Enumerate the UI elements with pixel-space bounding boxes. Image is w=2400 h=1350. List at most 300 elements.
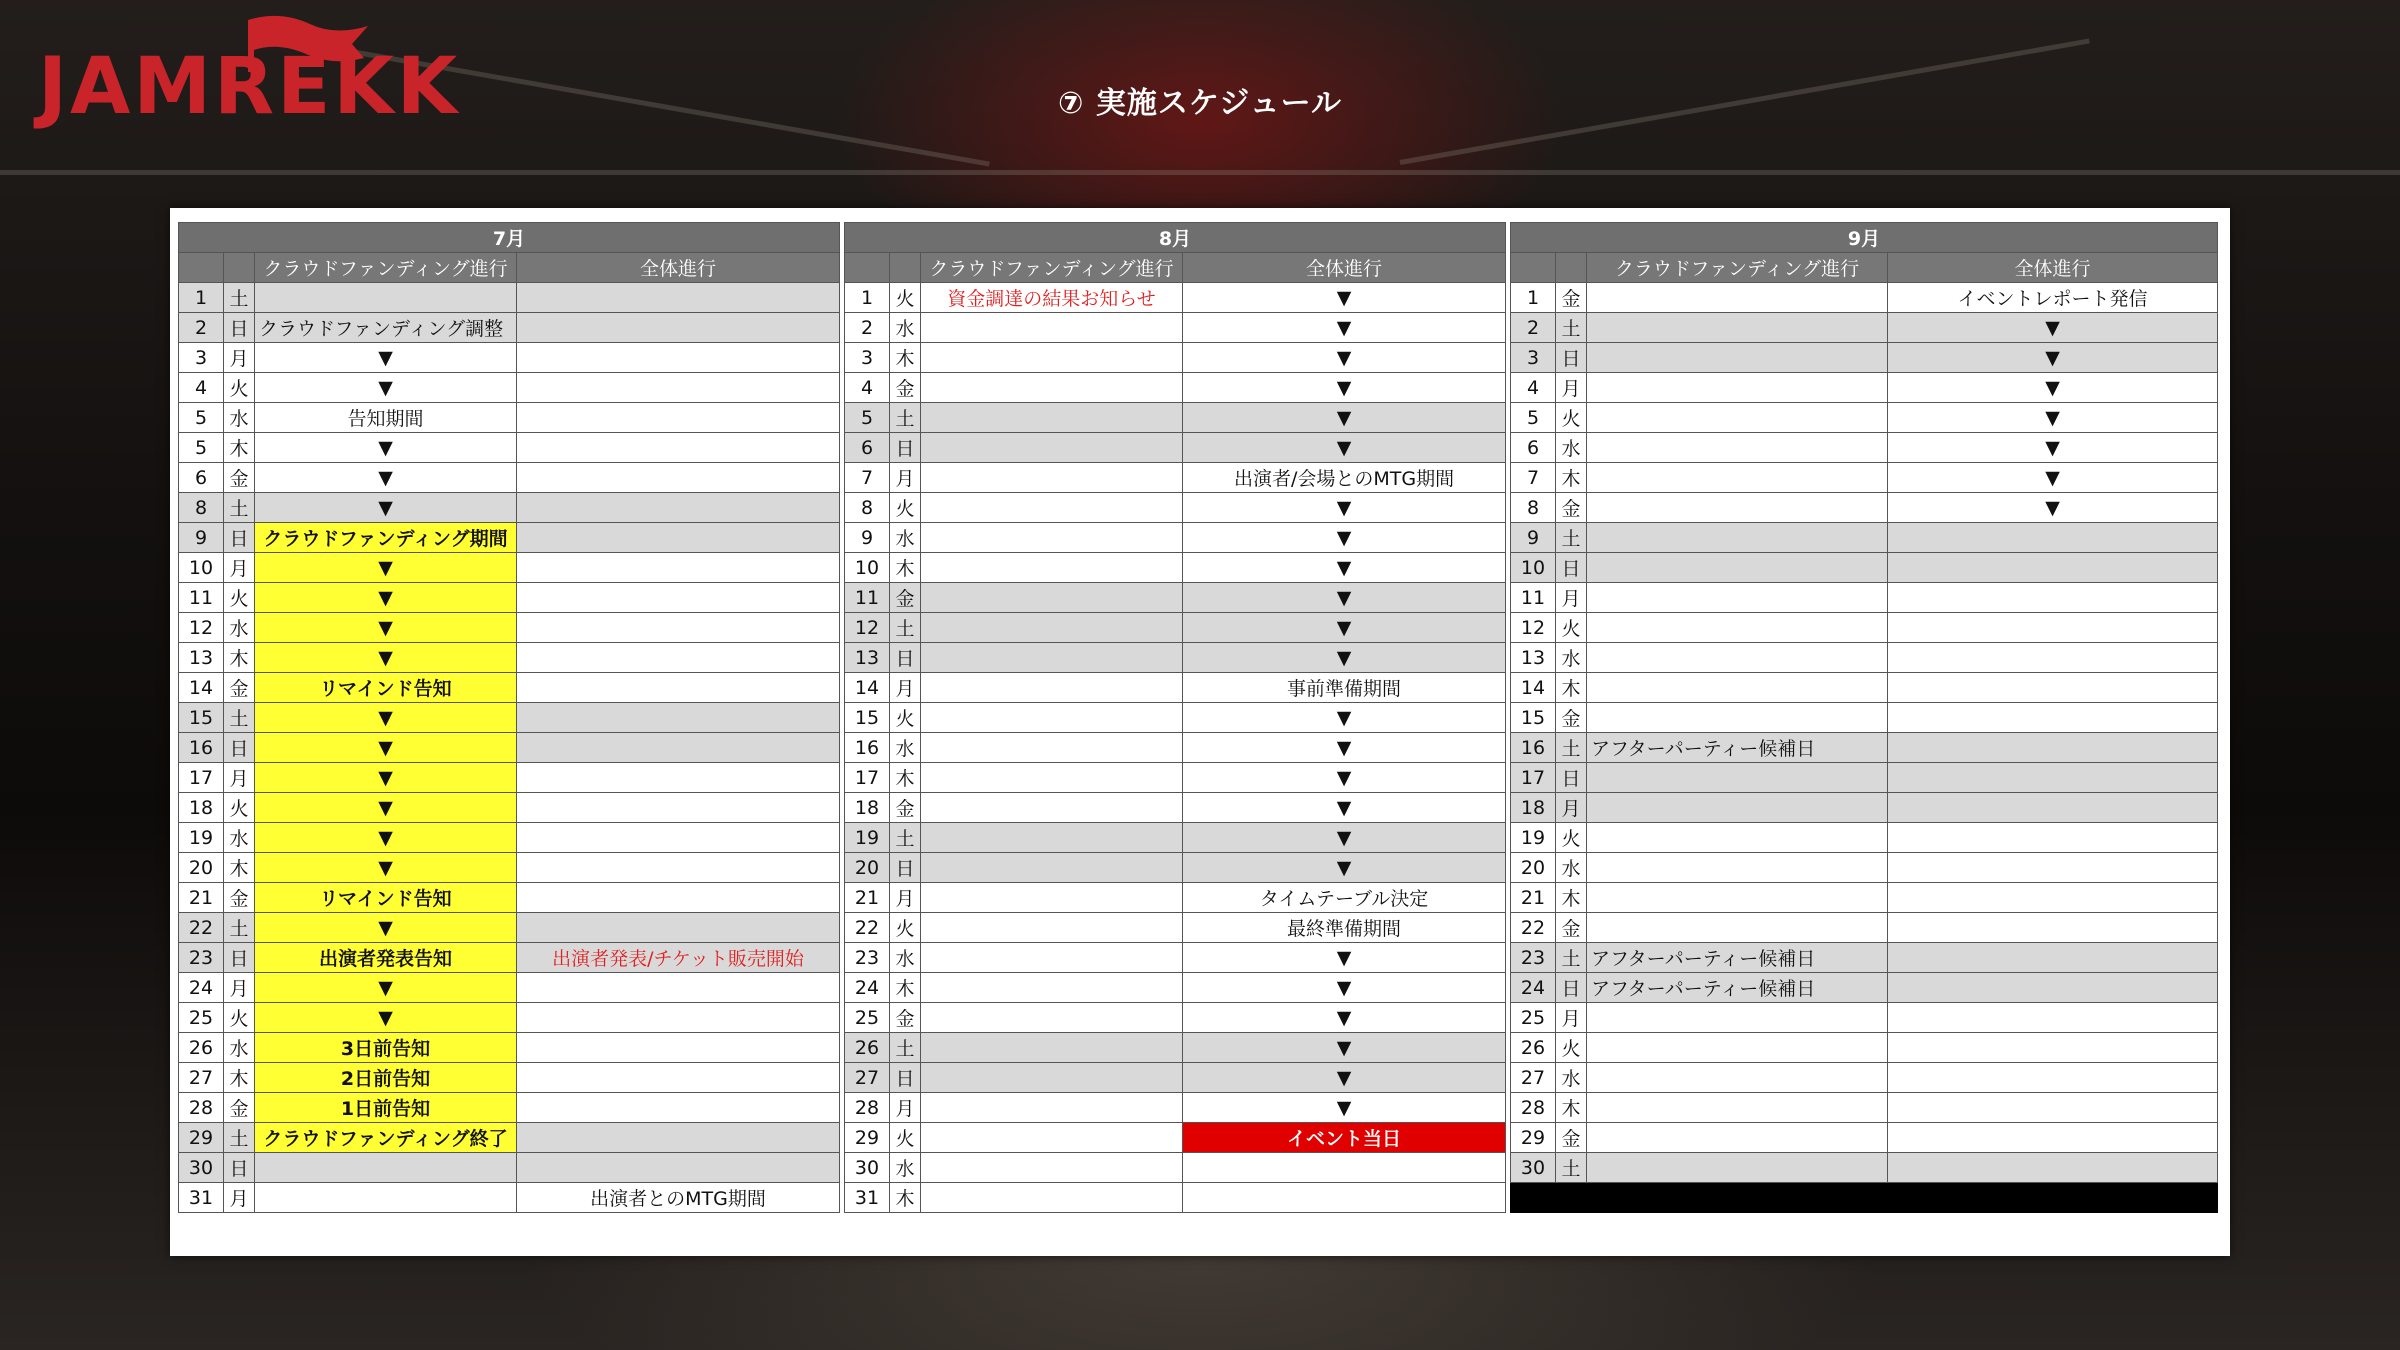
schedule-row — [179, 1153, 840, 1183]
weekday-cell: 日 — [1556, 973, 1587, 1003]
crowdfunding-cell: 出演者発表告知 — [255, 943, 517, 973]
date-cell: 28 — [1511, 1093, 1556, 1123]
weekday-cell: 水 — [224, 1033, 255, 1063]
date-cell: 3 — [179, 343, 224, 373]
crowdfunding-cell — [1587, 403, 1888, 433]
weekday-cell: 土 — [1556, 943, 1587, 973]
weekday-cell: 月 — [224, 973, 255, 1003]
crowdfunding-cell — [1587, 913, 1888, 943]
schedule-row — [179, 883, 840, 913]
overall-cell — [517, 1123, 840, 1153]
weekday-cell: 木 — [224, 1063, 255, 1093]
overall-cell: ▼ — [1183, 583, 1506, 613]
overall-cell — [517, 703, 840, 733]
weekday-cell: 火 — [890, 703, 921, 733]
date-cell: 26 — [179, 1033, 224, 1063]
date-cell: 19 — [845, 823, 890, 853]
overall-cell: 出演者/会場とのMTG期間 — [1183, 463, 1506, 493]
weekday-cell: 火 — [1556, 403, 1587, 433]
empty-cell — [1511, 1183, 1556, 1213]
weekday-cell: 水 — [224, 403, 255, 433]
crowdfunding-cell: クラウドファンディング終了 — [255, 1123, 517, 1153]
empty-cell — [1888, 1183, 2218, 1213]
crowdfunding-cell — [1587, 613, 1888, 643]
overall-cell — [517, 973, 840, 1003]
crowdfunding-column-header: クラウドファンディング進行 — [255, 253, 517, 283]
overall-cell: 事前準備期間 — [1183, 673, 1506, 703]
crowdfunding-cell — [1587, 793, 1888, 823]
weekday-cell: 土 — [1556, 523, 1587, 553]
overall-cell: ▼ — [1183, 523, 1506, 553]
crowdfunding-cell: リマインド告知 — [255, 883, 517, 913]
crowdfunding-column-header: クラウドファンディング進行 — [921, 253, 1183, 283]
weekday-cell: 月 — [224, 553, 255, 583]
schedule-row — [845, 343, 1506, 373]
overall-cell: イベント当日 — [1183, 1123, 1506, 1153]
weekday-cell: 土 — [890, 613, 921, 643]
weekday-cell: 月 — [1556, 583, 1587, 613]
schedule-row — [179, 1183, 840, 1213]
date-cell: 5 — [179, 403, 224, 433]
weekday-cell: 月 — [890, 463, 921, 493]
crowdfunding-cell — [921, 493, 1183, 523]
weekday-cell: 水 — [1556, 643, 1587, 673]
crowdfunding-cell — [1587, 283, 1888, 313]
schedule-row — [845, 823, 1506, 853]
weekday-cell: 金 — [1556, 493, 1587, 523]
weekday-cell: 金 — [890, 583, 921, 613]
overall-cell — [517, 793, 840, 823]
crowdfunding-cell: 告知期間 — [255, 403, 517, 433]
weekday-cell: 日 — [1556, 553, 1587, 583]
weekday-cell: 日 — [224, 1153, 255, 1183]
schedule-row — [845, 733, 1506, 763]
date-cell: 2 — [1511, 313, 1556, 343]
date-cell: 11 — [1511, 583, 1556, 613]
date-cell: 8 — [1511, 493, 1556, 523]
overall-cell — [517, 853, 840, 883]
weekday-cell: 水 — [1556, 1063, 1587, 1093]
overall-cell: 出演者とのMTG期間 — [517, 1183, 840, 1213]
date-cell: 12 — [179, 613, 224, 643]
overall-cell — [1888, 853, 2218, 883]
date-cell: 18 — [845, 793, 890, 823]
overall-cell — [1888, 913, 2218, 943]
stage-truss — [0, 170, 2400, 175]
schedule-row — [845, 283, 1506, 313]
weekday-cell: 木 — [224, 643, 255, 673]
month-table — [1510, 222, 2218, 1213]
crowdfunding-column-header: クラウドファンディング進行 — [1587, 253, 1888, 283]
date-cell: 24 — [845, 973, 890, 1003]
crowdfunding-cell: ▼ — [255, 613, 517, 643]
overall-cell: ▼ — [1183, 553, 1506, 583]
weekday-cell: 火 — [1556, 1033, 1587, 1063]
crowdfunding-cell — [921, 403, 1183, 433]
overall-cell — [1888, 613, 2218, 643]
weekday-cell: 日 — [890, 433, 921, 463]
date-cell: 20 — [845, 853, 890, 883]
weekday-cell: 火 — [224, 793, 255, 823]
weekday-cell: 日 — [890, 643, 921, 673]
schedule-row — [1511, 403, 2218, 433]
weekday-cell: 金 — [224, 1093, 255, 1123]
crowdfunding-cell: ▼ — [255, 373, 517, 403]
crowdfunding-cell — [255, 1153, 517, 1183]
date-cell: 10 — [845, 553, 890, 583]
overall-cell — [517, 913, 840, 943]
crowdfunding-cell — [1587, 523, 1888, 553]
crowdfunding-cell — [921, 673, 1183, 703]
weekday-cell: 月 — [224, 763, 255, 793]
schedule-row — [845, 1123, 1506, 1153]
overall-cell — [1888, 1093, 2218, 1123]
weekday-cell: 水 — [890, 733, 921, 763]
overall-cell — [1888, 673, 2218, 703]
schedule-row — [1511, 613, 2218, 643]
weekday-cell: 月 — [890, 673, 921, 703]
weekday-cell: 火 — [890, 283, 921, 313]
overall-cell — [1888, 1033, 2218, 1063]
crowdfunding-cell: ▼ — [255, 793, 517, 823]
crowdfunding-cell — [921, 973, 1183, 1003]
schedule-row — [179, 763, 840, 793]
date-cell: 5 — [845, 403, 890, 433]
crowdfunding-cell — [921, 1063, 1183, 1093]
weekday-cell: 金 — [1556, 913, 1587, 943]
overall-cell — [1888, 763, 2218, 793]
schedule-row — [179, 1063, 840, 1093]
crowdfunding-cell — [921, 613, 1183, 643]
date-cell: 3 — [1511, 343, 1556, 373]
schedule-row — [179, 463, 840, 493]
date-cell: 5 — [179, 433, 224, 463]
overall-cell: 最終準備期間 — [1183, 913, 1506, 943]
weekday-cell: 水 — [890, 523, 921, 553]
date-cell: 7 — [845, 463, 890, 493]
date-cell: 31 — [845, 1183, 890, 1213]
schedule-row — [845, 583, 1506, 613]
overall-cell: ▼ — [1183, 1093, 1506, 1123]
weekday-cell: 土 — [890, 1033, 921, 1063]
weekday-cell: 水 — [1556, 853, 1587, 883]
crowdfunding-cell: アフターパーティー候補日 — [1587, 943, 1888, 973]
crowdfunding-cell — [1587, 373, 1888, 403]
weekday-cell: 土 — [890, 823, 921, 853]
schedule-row — [179, 613, 840, 643]
crowdfunding-cell — [1587, 823, 1888, 853]
date-cell: 29 — [845, 1123, 890, 1153]
crowdfunding-cell: ▼ — [255, 973, 517, 1003]
crowdfunding-cell — [921, 433, 1183, 463]
month-header: 8月 — [845, 223, 1506, 253]
crowdfunding-cell: アフターパーティー候補日 — [1587, 973, 1888, 1003]
schedule-row — [845, 793, 1506, 823]
crowdfunding-cell: 1日前告知 — [255, 1093, 517, 1123]
crowdfunding-cell: ▼ — [255, 853, 517, 883]
overall-cell: ▼ — [1183, 433, 1506, 463]
schedule-row — [1511, 433, 2218, 463]
date-cell: 9 — [1511, 523, 1556, 553]
schedule-row — [845, 643, 1506, 673]
weekday-cell: 日 — [890, 1063, 921, 1093]
date-cell: 18 — [179, 793, 224, 823]
empty-cell — [1556, 1183, 1587, 1213]
date-cell: 20 — [1511, 853, 1556, 883]
date-cell: 27 — [179, 1063, 224, 1093]
overall-cell — [517, 463, 840, 493]
date-cell: 20 — [179, 853, 224, 883]
date-cell: 15 — [179, 703, 224, 733]
weekday-cell: 木 — [1556, 673, 1587, 703]
overall-cell — [517, 373, 840, 403]
overall-cell — [517, 433, 840, 463]
weekday-cell: 水 — [1556, 433, 1587, 463]
crowdfunding-cell: ▼ — [255, 703, 517, 733]
weekday-cell: 水 — [890, 943, 921, 973]
date-cell: 27 — [845, 1063, 890, 1093]
weekday-cell: 金 — [1556, 703, 1587, 733]
weekday-cell: 木 — [890, 343, 921, 373]
date-cell: 4 — [179, 373, 224, 403]
overall-cell — [517, 523, 840, 553]
schedule-row — [1511, 463, 2218, 493]
overall-cell — [517, 343, 840, 373]
schedule-row — [1511, 583, 2218, 613]
schedule-row — [845, 1003, 1506, 1033]
schedule-row — [179, 1123, 840, 1153]
schedule-row — [1511, 643, 2218, 673]
schedule-row — [179, 373, 840, 403]
crowdfunding-cell — [921, 1003, 1183, 1033]
schedule-row — [845, 403, 1506, 433]
overall-cell: ▼ — [1183, 823, 1506, 853]
schedule-row — [179, 673, 840, 703]
overall-cell — [517, 763, 840, 793]
crowdfunding-cell — [1587, 1093, 1888, 1123]
schedule-row — [845, 1063, 1506, 1093]
weekday-cell: 水 — [890, 1153, 921, 1183]
date-cell: 6 — [1511, 433, 1556, 463]
weekday-cell: 金 — [224, 673, 255, 703]
schedule-row — [1511, 913, 2218, 943]
schedule-row — [179, 733, 840, 763]
weekday-cell: 火 — [1556, 823, 1587, 853]
schedule-row — [845, 943, 1506, 973]
schedule-row — [1511, 973, 2218, 1003]
schedule-row — [179, 493, 840, 523]
crowdfunding-cell: ▼ — [255, 433, 517, 463]
schedule-row — [179, 1093, 840, 1123]
crowdfunding-cell: ▼ — [255, 733, 517, 763]
weekday-cell: 木 — [890, 973, 921, 1003]
overall-cell: ▼ — [1888, 313, 2218, 343]
date-cell: 2 — [179, 313, 224, 343]
date-cell: 12 — [845, 613, 890, 643]
crowdfunding-cell — [255, 283, 517, 313]
schedule-row — [845, 703, 1506, 733]
date-cell: 8 — [845, 493, 890, 523]
date-cell: 21 — [845, 883, 890, 913]
weekday-cell: 土 — [224, 703, 255, 733]
schedule-row — [179, 703, 840, 733]
weekday-cell: 木 — [224, 853, 255, 883]
crowdfunding-cell — [1587, 673, 1888, 703]
date-cell: 12 — [1511, 613, 1556, 643]
crowdfunding-cell — [1587, 493, 1888, 523]
weekday-cell: 金 — [1556, 1123, 1587, 1153]
weekday-cell: 火 — [224, 583, 255, 613]
weekday-cell: 木 — [224, 433, 255, 463]
crowdfunding-cell — [1587, 883, 1888, 913]
crowdfunding-cell — [921, 643, 1183, 673]
crowdfunding-cell — [1587, 343, 1888, 373]
crowdfunding-cell — [921, 1123, 1183, 1153]
schedule-row — [1511, 703, 2218, 733]
schedule-row — [1511, 1003, 2218, 1033]
date-cell: 10 — [1511, 553, 1556, 583]
weekday-cell: 日 — [224, 313, 255, 343]
schedule-row — [179, 313, 840, 343]
date-cell: 15 — [845, 703, 890, 733]
schedule-row — [1511, 283, 2218, 313]
overall-column-header: 全体進行 — [1183, 253, 1506, 283]
schedule-row — [179, 853, 840, 883]
overall-cell — [1888, 973, 2218, 1003]
overall-cell — [1888, 523, 2218, 553]
overall-cell — [1888, 1063, 2218, 1093]
schedule-row — [1511, 553, 2218, 583]
overall-cell — [517, 403, 840, 433]
schedule-row — [179, 973, 840, 1003]
crowdfunding-cell — [1587, 313, 1888, 343]
schedule-row — [845, 463, 1506, 493]
date-cell: 10 — [179, 553, 224, 583]
weekday-cell: 土 — [1556, 313, 1587, 343]
weekday-cell: 木 — [1556, 1093, 1587, 1123]
weekday-cell: 火 — [224, 1003, 255, 1033]
crowdfunding-cell: リマインド告知 — [255, 673, 517, 703]
crowdfunding-cell: ▼ — [255, 553, 517, 583]
date-cell: 30 — [179, 1153, 224, 1183]
overall-cell — [1888, 553, 2218, 583]
crowdfunding-cell: 3日前告知 — [255, 1033, 517, 1063]
overall-cell: ▼ — [1183, 283, 1506, 313]
overall-cell — [517, 583, 840, 613]
month-table — [844, 222, 1506, 1213]
schedule-row — [845, 853, 1506, 883]
date-cell: 17 — [179, 763, 224, 793]
crowdfunding-cell — [921, 583, 1183, 613]
overall-cell: ▼ — [1183, 793, 1506, 823]
date-cell: 16 — [845, 733, 890, 763]
date-cell: 13 — [845, 643, 890, 673]
weekday-cell: 火 — [224, 373, 255, 403]
overall-column-header: 全体進行 — [1888, 253, 2218, 283]
schedule-row — [1511, 763, 2218, 793]
overall-cell: ▼ — [1183, 853, 1506, 883]
overall-cell: ▼ — [1183, 1063, 1506, 1093]
weekday-cell: 火 — [890, 913, 921, 943]
schedule-row — [845, 763, 1506, 793]
overall-cell — [517, 613, 840, 643]
date-cell: 1 — [179, 283, 224, 313]
overall-cell — [517, 493, 840, 523]
schedule-row — [1511, 853, 2218, 883]
weekday-cell: 土 — [1556, 1153, 1587, 1183]
schedule-row — [845, 1153, 1506, 1183]
crowdfunding-cell — [921, 823, 1183, 853]
date-cell: 11 — [845, 583, 890, 613]
schedule-row — [179, 823, 840, 853]
weekday-cell: 水 — [890, 313, 921, 343]
date-cell: 14 — [845, 673, 890, 703]
weekday-cell: 月 — [224, 1183, 255, 1213]
crowdfunding-cell: 2日前告知 — [255, 1063, 517, 1093]
schedule-row — [179, 943, 840, 973]
schedule-row — [179, 343, 840, 373]
schedule-row — [1511, 1063, 2218, 1093]
overall-cell: ▼ — [1888, 403, 2218, 433]
date-cell: 22 — [179, 913, 224, 943]
schedule-row — [179, 553, 840, 583]
schedule-row — [845, 373, 1506, 403]
schedule-row — [179, 283, 840, 313]
date-cell: 23 — [845, 943, 890, 973]
crowdfunding-cell: アフターパーティー候補日 — [1587, 733, 1888, 763]
date-cell: 22 — [1511, 913, 1556, 943]
overall-cell: ▼ — [1183, 373, 1506, 403]
date-cell: 24 — [179, 973, 224, 1003]
date-cell: 15 — [1511, 703, 1556, 733]
overall-cell: ▼ — [1888, 463, 2218, 493]
date-cell: 14 — [1511, 673, 1556, 703]
date-cell: 19 — [1511, 823, 1556, 853]
month-table — [178, 222, 840, 1213]
crowdfunding-cell — [1587, 553, 1888, 583]
date-column-header — [845, 253, 890, 283]
crowdfunding-cell — [921, 343, 1183, 373]
weekday-cell: 金 — [1556, 283, 1587, 313]
overall-column-header: 全体進行 — [517, 253, 840, 283]
crowdfunding-cell — [921, 913, 1183, 943]
crowdfunding-cell: クラウドファンディング期間 — [255, 523, 517, 553]
date-cell: 31 — [179, 1183, 224, 1213]
overall-cell: ▼ — [1183, 733, 1506, 763]
schedule-row — [845, 313, 1506, 343]
weekday-cell: 土 — [224, 913, 255, 943]
crowdfunding-cell: ▼ — [255, 1003, 517, 1033]
overall-cell — [517, 553, 840, 583]
weekday-cell: 木 — [890, 553, 921, 583]
weekday-cell: 月 — [1556, 1003, 1587, 1033]
date-column-header — [179, 253, 224, 283]
schedule-row — [179, 913, 840, 943]
schedule-row — [1511, 493, 2218, 523]
overall-cell: ▼ — [1183, 313, 1506, 343]
schedule-row — [845, 673, 1506, 703]
crowdfunding-cell — [1587, 1033, 1888, 1063]
schedule-row — [845, 613, 1506, 643]
crowdfunding-cell: ▼ — [255, 343, 517, 373]
overall-cell — [517, 1153, 840, 1183]
date-cell: 26 — [845, 1033, 890, 1063]
crowdfunding-cell — [921, 943, 1183, 973]
crowdfunding-cell — [1587, 433, 1888, 463]
schedule-row — [1511, 823, 2218, 853]
overall-cell: ▼ — [1183, 643, 1506, 673]
overall-cell: ▼ — [1183, 943, 1506, 973]
